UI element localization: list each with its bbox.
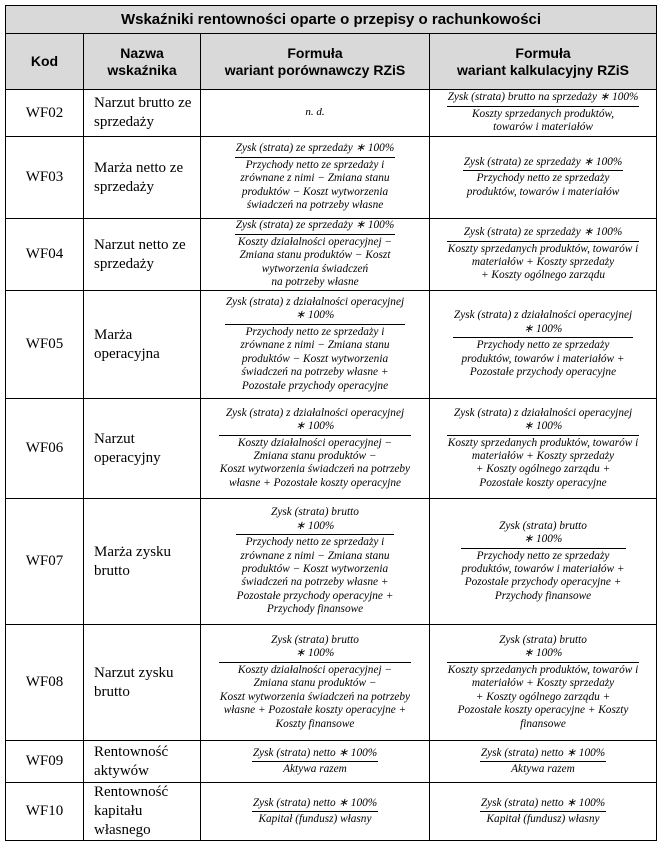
formula-fraction	[447, 634, 639, 731]
numerator-line: Zysk (strata) netto ∗ 100%	[252, 746, 378, 759]
indicator-code: WF06	[6, 399, 84, 499]
denominator-line: produktów − Koszt wytworzenia	[241, 563, 389, 575]
numerator-line: ∗ 100%	[295, 647, 335, 660]
indicator-name	[84, 625, 201, 741]
denominator-line: Zmiana stanu produktów −	[253, 677, 377, 690]
table-row	[6, 219, 657, 291]
calculation-formula-cell	[430, 741, 657, 783]
denominator-line: Przychody netto ze sprzedaży i	[245, 158, 385, 171]
table-row	[6, 137, 657, 219]
indicator-table-page	[5, 5, 656, 841]
calculation-formula-cell	[430, 783, 657, 841]
table-title-row	[6, 6, 657, 34]
indicator-name-line: sprzedaży	[94, 255, 154, 272]
indicator-name-line: Marża	[94, 326, 133, 343]
numerator-line: Zysk (strata) ze sprzedaży ∗ 100%	[235, 219, 395, 232]
denominator-line: własne + Pozostałe koszty operacyjne +	[223, 704, 407, 717]
indicator-name-line: Narzut	[94, 430, 135, 447]
indicator-name	[84, 137, 201, 219]
header-name	[84, 34, 201, 90]
comparative-formula-cell	[201, 783, 430, 841]
comparative-formula-cell	[201, 291, 430, 399]
denominator-line: finansowe	[520, 717, 566, 730]
table-row	[6, 399, 657, 499]
table-row	[6, 499, 657, 625]
formula-numerator	[252, 747, 378, 761]
indicator-name-line: brutto	[94, 683, 130, 700]
comparative-formula-cell	[201, 137, 430, 219]
indicator-name-line: sprzedaży	[94, 178, 154, 195]
formula-fraction	[447, 407, 639, 490]
numerator-line: ∗ 100%	[295, 519, 335, 532]
header-comparative-line: wariant porównawczy RZiS	[224, 61, 406, 78]
denominator-line: Pozostałe koszty operacyjne	[479, 476, 607, 489]
calculation-formula-cell	[430, 90, 657, 137]
formula-fraction	[225, 296, 405, 393]
numerator-line: Zysk (strata) brutto	[271, 634, 359, 647]
numerator-line: Zysk (strata) brutto	[499, 519, 587, 532]
numerator-line: Zysk (strata) netto ∗ 100%	[252, 796, 378, 809]
denominator-line: Koszty sprzedanych produktów,	[471, 107, 615, 120]
formula-numerator	[219, 634, 411, 662]
denominator-line: Koszty finansowe	[275, 717, 355, 730]
header-calculation-line: wariant kalkulacyjny RZiS	[457, 61, 629, 78]
indicator-name-line: operacyjna	[94, 345, 160, 362]
indicator-name	[84, 90, 201, 137]
indicator-code: WF07	[6, 499, 84, 625]
formula-fraction	[219, 634, 411, 731]
indicator-code: WF05	[6, 291, 84, 399]
calculation-formula-cell	[430, 291, 657, 399]
denominator-line: Zmiana stanu produktów − Koszt	[239, 249, 391, 262]
denominator-line: Przychody netto ze sprzedaży i	[245, 325, 385, 338]
profitability-indicators-table	[5, 5, 657, 841]
indicator-name-line: operacyjny	[94, 449, 161, 466]
denominator-line: produktów − Koszt wytworzenia	[241, 352, 389, 365]
indicator-code: WF02	[6, 90, 84, 137]
formula-fraction	[447, 226, 639, 283]
comparative-formula-cell	[201, 399, 430, 499]
indicator-code: WF10	[6, 783, 84, 841]
indicator-name	[84, 783, 201, 841]
numerator-line: Zysk (strata) z działalności operacyjnej	[225, 296, 405, 309]
numerator-line: Zysk (strata) brutto	[499, 634, 587, 647]
denominator-line: Koszty sprzedanych produktów, towarów i	[447, 663, 639, 676]
header-code: Kod	[6, 34, 84, 90]
denominator-line: Koszt wytworzenia świadczeń na potrzeby	[219, 463, 411, 476]
table-row	[6, 741, 657, 783]
indicator-name-line: Narzut netto ze	[94, 236, 186, 253]
denominator-line: materiałów + Koszty sprzedaży	[471, 450, 615, 462]
numerator-line: Zysk (strata) ze sprzedaży ∗ 100%	[235, 142, 395, 155]
denominator-line: + Koszty ogólnego zarządu	[480, 269, 606, 282]
header-comparative	[201, 34, 430, 90]
denominator-line: Pozostałe przychody operacyjne +	[236, 589, 394, 602]
indicator-name	[84, 399, 201, 499]
numerator-line: Zysk (strata) z działalności operacyjnej	[453, 406, 633, 419]
formula-denominator	[447, 662, 639, 731]
calculation-formula-cell	[430, 625, 657, 741]
formula-denominator	[252, 811, 378, 826]
table-body	[6, 90, 657, 841]
denominator-line: Koszty działalności operacyjnej −	[237, 436, 393, 449]
denominator-line: Kapitał (fundusz) własny	[486, 813, 600, 825]
denominator-line: zrównane z nimi − Zmiana stanu	[240, 549, 390, 562]
numerator-line: ∗ 100%	[523, 533, 563, 546]
formula-denominator	[225, 324, 405, 393]
numerator-line: Zysk (strata) netto ∗ 100%	[480, 746, 606, 759]
calculation-formula-cell	[430, 499, 657, 625]
numerator-line: Zysk (strata) netto ∗ 100%	[480, 796, 606, 809]
indicator-name-line: Marża zysku	[94, 543, 172, 560]
denominator-line: Przychody netto ze sprzedaży i	[245, 536, 385, 549]
denominator-line: świadczeń na potrzeby własne +	[241, 576, 389, 589]
comparative-formula-cell	[201, 499, 430, 625]
indicator-name-line: własnego	[94, 822, 151, 838]
denominator-line: Pozostałe przychody operacyjne	[469, 366, 617, 379]
formula-denominator	[219, 435, 411, 491]
denominator-line: wytworzenia świadczeń	[261, 262, 369, 275]
formula-numerator	[236, 506, 395, 534]
denominator-line: zrównane z nimi − Zmiana stanu	[240, 172, 390, 185]
formula-denominator	[447, 106, 640, 135]
numerator-line: ∗ 100%	[295, 420, 335, 433]
formula-fraction	[219, 407, 411, 490]
numerator-line: ∗ 100%	[523, 420, 563, 433]
indicator-name	[84, 219, 201, 291]
comparative-formula-cell	[201, 219, 430, 291]
formula-numerator	[447, 634, 639, 662]
numerator-line: Zysk (strata) z działalności operacyjnej	[225, 406, 405, 419]
denominator-line: Przychody netto ze sprzedaży	[476, 172, 610, 185]
indicator-code: WF08	[6, 625, 84, 741]
denominator-line: materiałów + Koszty sprzedaży	[471, 256, 615, 268]
denominator-line: Koszt wytworzenia świadczeń na potrzeby	[219, 690, 411, 703]
indicator-name	[84, 499, 201, 625]
indicator-name-line: kapitału	[94, 803, 143, 819]
header-calculation	[430, 34, 657, 90]
formula-numerator	[463, 156, 624, 170]
indicator-code: WF04	[6, 219, 84, 291]
formula-numerator	[480, 797, 606, 811]
denominator-line: świadczeń na potrzeby własne	[246, 199, 384, 212]
numerator-line: ∗ 100%	[523, 322, 563, 335]
denominator-line: Koszty sprzedanych produktów, towarów i	[447, 436, 639, 449]
denominator-line: Przychody netto ze sprzedaży	[476, 549, 610, 562]
denominator-line: zrównane z nimi − Zmiana stanu	[240, 339, 390, 352]
formula-fraction	[447, 91, 640, 134]
denominator-line: towarów i materiałów	[493, 121, 593, 134]
formula-fraction	[463, 156, 624, 199]
formula-numerator	[225, 296, 405, 324]
indicator-name-line: brutto	[94, 562, 130, 579]
denominator-line: Koszty sprzedanych produktów, towarów i	[447, 242, 639, 255]
denominator-line: Aktywa razem	[511, 763, 575, 775]
numerator-line: Zysk (strata) ze sprzedaży ∗ 100%	[463, 155, 623, 168]
formula-denominator	[447, 241, 639, 283]
indicator-code: WF09	[6, 741, 84, 783]
denominator-line: Zmiana stanu produktów −	[253, 450, 377, 462]
formula-numerator	[447, 91, 640, 105]
comparative-formula-cell	[201, 90, 430, 137]
header-calculation-line: Formuła	[515, 44, 571, 61]
denominator-line: Przychody finansowe	[266, 603, 364, 616]
not-applicable-text: n. d.	[305, 106, 325, 119]
formula-numerator	[252, 797, 378, 811]
denominator-line: + Koszty ogólnego zarządu +	[475, 690, 611, 703]
denominator-line: produktów, towarów i materiałów +	[461, 352, 625, 365]
calculation-formula-cell	[430, 137, 657, 219]
comparative-formula-cell	[201, 741, 430, 783]
formula-fraction	[235, 142, 396, 212]
indicator-name-line: Narzut zysku	[94, 664, 174, 681]
denominator-line: Kapitał (fundusz) własny	[258, 813, 372, 825]
header-name-line: Nazwa	[120, 44, 164, 61]
formula-fraction	[235, 219, 396, 289]
header-name-line: wskaźnika	[107, 61, 177, 78]
formula-fraction	[252, 747, 378, 777]
formula-fraction	[453, 309, 633, 379]
formula-denominator	[447, 435, 639, 491]
header-comparative-line: Formuła	[287, 44, 343, 61]
indicator-name-line: Marża netto ze	[94, 159, 184, 176]
formula-denominator	[235, 234, 396, 290]
formula-fraction	[461, 520, 626, 603]
numerator-line: Zysk (strata) brutto	[271, 506, 359, 519]
formula-denominator	[463, 170, 624, 199]
indicator-name-line: Rentowność	[94, 743, 169, 760]
numerator-line: ∗ 100%	[523, 647, 563, 660]
denominator-line: Aktywa razem	[283, 763, 347, 775]
table-row	[6, 291, 657, 399]
indicator-code: WF03	[6, 137, 84, 219]
table-row	[6, 783, 657, 841]
formula-numerator	[447, 226, 639, 240]
formula-fraction	[252, 797, 378, 827]
denominator-line: Pozostałe przychody operacyjne +	[464, 576, 622, 589]
denominator-line: Przychody finansowe	[494, 589, 592, 602]
denominator-line: Przychody netto ze sprzedaży	[476, 339, 610, 352]
table-row	[6, 90, 657, 137]
denominator-line: produktów − Koszt wytworzenia	[241, 185, 389, 198]
formula-denominator	[236, 534, 395, 616]
formula-numerator	[447, 407, 639, 435]
table-row	[6, 625, 657, 741]
denominator-line: własne + Pozostałe koszty operacyjne	[228, 476, 401, 489]
indicator-name-line: Rentowność	[94, 784, 169, 800]
denominator-line: produktów, towarów i materiałów	[466, 185, 620, 198]
denominator-line: Pozostałe przychody operacyjne	[241, 379, 389, 392]
denominator-line: Koszty działalności operacyjnej −	[237, 235, 393, 248]
table-header-row	[6, 34, 657, 90]
indicator-name-line: Narzut brutto ze	[94, 95, 192, 111]
comparative-formula-cell	[201, 625, 430, 741]
formula-numerator	[235, 142, 396, 156]
denominator-line: Pozostałe koszty operacyjne + Koszty	[457, 704, 629, 717]
formula-denominator	[252, 761, 378, 776]
denominator-line: produktów, towarów i materiałów +	[461, 563, 625, 575]
formula-denominator	[461, 548, 626, 604]
formula-denominator	[480, 811, 606, 826]
denominator-line: Koszty działalności operacyjnej −	[237, 663, 393, 676]
calculation-formula-cell	[430, 399, 657, 499]
indicator-name	[84, 741, 201, 783]
formula-fraction	[480, 747, 606, 777]
calculation-formula-cell	[430, 219, 657, 291]
formula-denominator	[453, 337, 633, 379]
formula-numerator	[461, 520, 626, 548]
numerator-line: Zysk (strata) brutto na sprzedaży ∗ 100%	[447, 91, 639, 104]
indicator-name-line: sprzedaży	[94, 114, 154, 130]
numerator-line: Zysk (strata) ze sprzedaży ∗ 100%	[463, 226, 623, 239]
numerator-line: Zysk (strata) z działalności operacyjnej	[453, 309, 633, 322]
formula-numerator	[219, 407, 411, 435]
formula-denominator	[480, 761, 606, 776]
denominator-line: świadczeń na potrzeby własne +	[241, 366, 389, 379]
denominator-line: materiałów + Koszty sprzedaży	[471, 677, 615, 690]
formula-denominator	[219, 662, 411, 731]
denominator-line: + Koszty ogólnego zarządu +	[475, 463, 611, 476]
numerator-line: ∗ 100%	[295, 309, 335, 322]
formula-fraction	[236, 506, 395, 616]
formula-numerator	[453, 309, 633, 337]
formula-fraction	[480, 797, 606, 827]
formula-numerator	[480, 747, 606, 761]
formula-numerator	[235, 219, 396, 233]
formula-denominator	[235, 157, 396, 213]
indicator-name-line: aktywów	[94, 762, 149, 779]
indicator-name	[84, 291, 201, 399]
denominator-line: na potrzeby własne	[271, 276, 359, 289]
table-title: Wskaźniki rentowności oparte o przepisy o rachunkowości	[6, 6, 657, 34]
